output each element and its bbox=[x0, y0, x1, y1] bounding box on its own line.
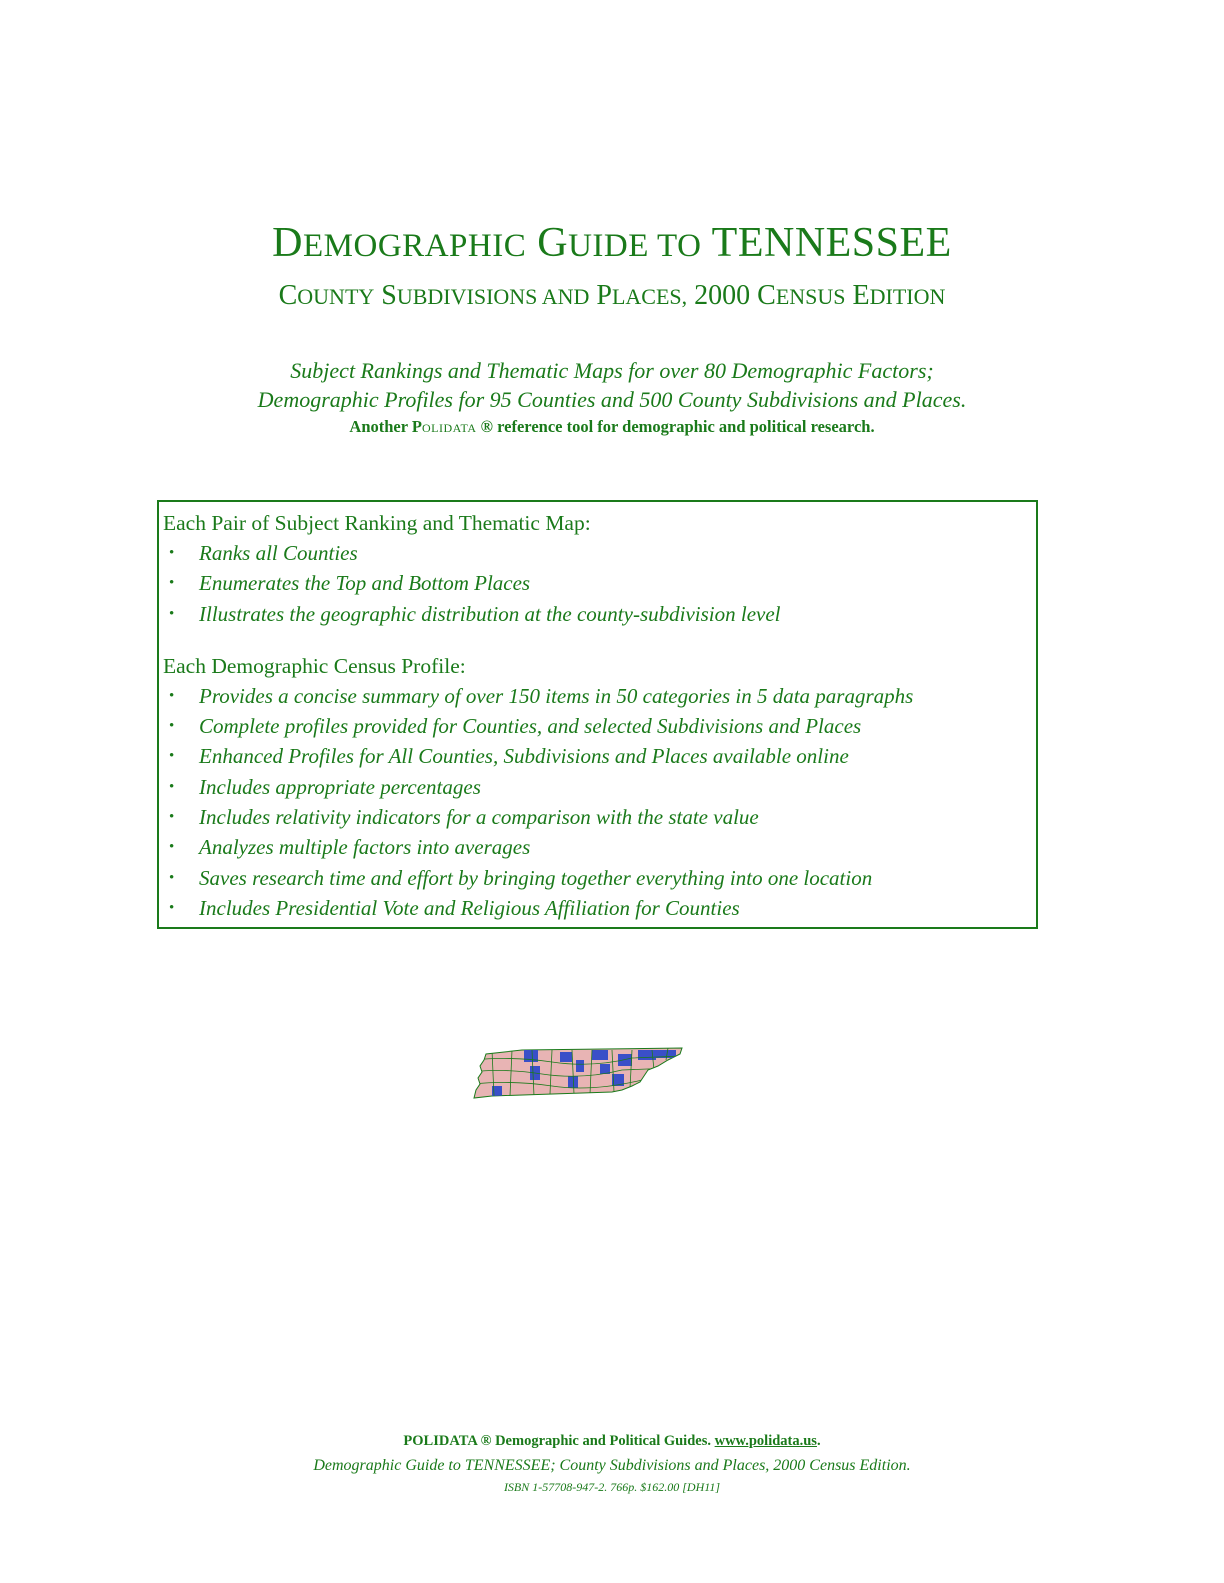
list-item: • Illustrates the geographic distribution at the county-subdivision level bbox=[163, 599, 1036, 629]
list-item: • Enumerates the Top and Bottom Places bbox=[163, 568, 1036, 598]
tagline-line: Subject Rankings and Thematic Maps for over 80 Demographic Factors; bbox=[290, 358, 934, 383]
list-item: • Analyzes multiple factors into averages bbox=[163, 832, 1036, 862]
list-item: • Includes Presidential Vote and Religious Affiliation for Counties bbox=[163, 893, 1036, 923]
bullet-icon: • bbox=[169, 687, 175, 704]
tennessee-map-graphic bbox=[472, 1046, 684, 1100]
bullet-icon: • bbox=[169, 575, 175, 592]
list-item: • Enhanced Profiles for All Counties, Subdivisions and Places available online bbox=[163, 741, 1036, 771]
bullet-icon: • bbox=[169, 748, 175, 765]
list-item: • Includes relativity indicators for a comparison with the state value bbox=[163, 802, 1036, 832]
website-link[interactable]: www.polidata.us bbox=[714, 1433, 817, 1449]
profile-features-list bbox=[163, 681, 1036, 923]
list-item: • Provides a concise summary of over 150 items in 50 categories in 5 data paragraphs bbox=[163, 681, 1036, 711]
section-heading-ranking: Each Pair of Subject Ranking and Thematic Map: bbox=[163, 511, 591, 535]
bullet-icon: • bbox=[169, 718, 175, 735]
section-heading-profile: Each Demographic Census Profile: bbox=[163, 653, 466, 678]
brand-line: Another POLIDATA ® reference tool for demographic and political research. bbox=[349, 417, 875, 436]
bullet-icon: • bbox=[169, 839, 175, 856]
bullet-icon: • bbox=[169, 778, 175, 795]
list-item: • Includes appropriate percentages bbox=[163, 772, 1036, 802]
bullet-icon: • bbox=[169, 605, 175, 622]
footer-title-line: Demographic Guide to TENNESSEE; County Subdivisions and Places, 2000 Census Edition. bbox=[313, 1457, 911, 1474]
bullet-icon: • bbox=[169, 545, 175, 561]
bullet-icon: • bbox=[169, 869, 175, 886]
footer-publisher-line: POLIDATA ® Demographic and Political Guides. www.polidata.us. bbox=[403, 1433, 821, 1449]
ranking-features-list bbox=[163, 538, 1036, 629]
bullet-icon: • bbox=[169, 809, 175, 826]
list-item: • Complete profiles provided for Counties, and selected Subdivisions and Places bbox=[163, 711, 1036, 741]
list-item: • Saves research time and effort by bringing together everything into one location bbox=[163, 863, 1036, 893]
features-box bbox=[157, 500, 1038, 929]
tagline-block bbox=[0, 356, 1224, 441]
page-subtitle: COUNTY SUBDIVISIONS AND PLACES, 2000 CENSUS EDITION bbox=[278, 280, 946, 311]
footer bbox=[0, 1431, 1224, 1497]
tennessee-thematic-map-icon bbox=[472, 1046, 684, 1100]
page-title: DEMOGRAPHIC GUIDE TO TENNESSEE bbox=[272, 220, 952, 266]
title-block bbox=[0, 215, 1224, 317]
bullet-icon: • bbox=[169, 899, 175, 916]
footer-isbn-line: ISBN 1-57708-947-2. 766p. $162.00 [DH11] bbox=[503, 1480, 721, 1494]
tagline-line: Demographic Profiles for 95 Counties and 500 County Subdivisions and Places. bbox=[257, 387, 967, 412]
list-item: • Ranks all Counties bbox=[163, 538, 1036, 568]
